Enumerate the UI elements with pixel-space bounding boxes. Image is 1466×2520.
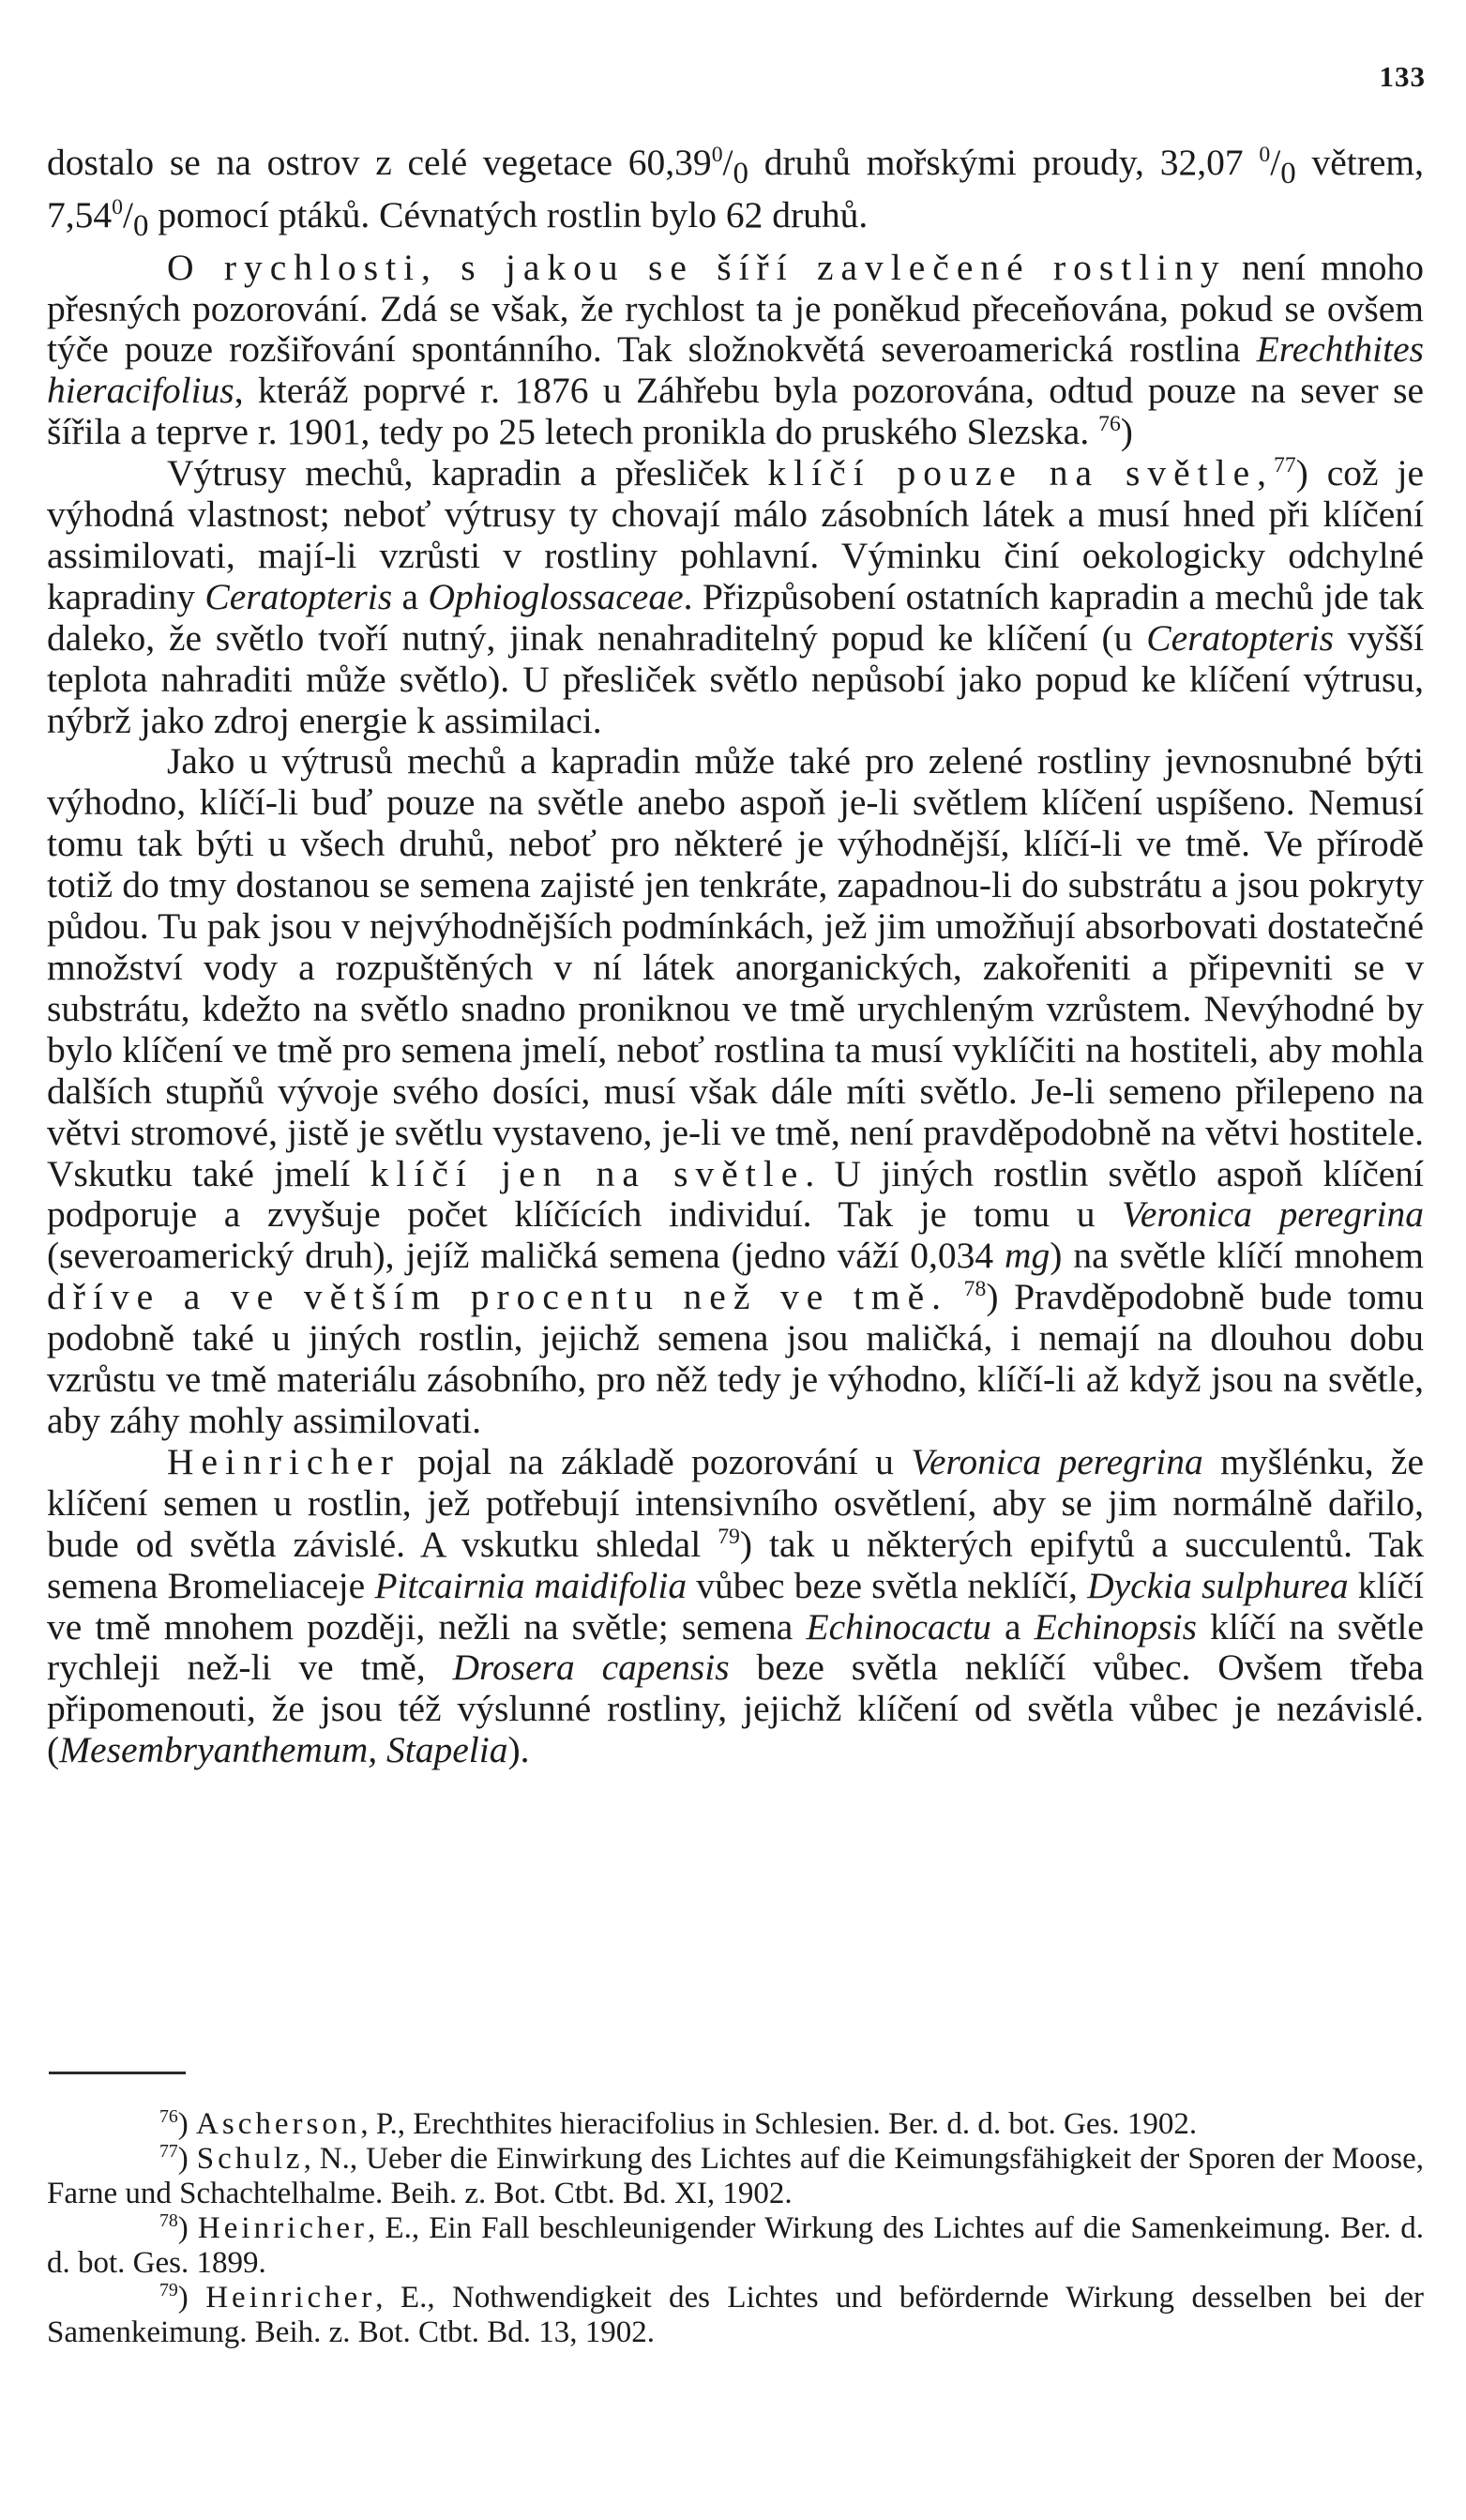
footnotes <box>47 2107 1424 2350</box>
text-run: beze světla neklíčí vůbec. Ovšem třeba připomenouti, že jsou též výslunné rostliny, jejichž klíčení od světla vůbec je nezávislé. ( <box>47 1647 1424 1771</box>
text-run: ) Pravděpodobně bude tomu podobně také u jiných rostlin, jejichž semena jsou maličká, i nemají na dlouhou dobu vzrůstu ve tmě materiálu zásobního, pro něž tedy je výhodno, klíčí-li až když jsou na světle, aby záhy mohly assimilovati. <box>47 1276 1425 1441</box>
footnote <box>47 2142 1424 2211</box>
text-run: druhů mořskými proudy, 32,07 <box>748 142 1260 183</box>
page-number: 133 <box>1379 60 1426 93</box>
text-run: . Přizpůsobení ostatních kapradin a mechů jde tak daleko, že světlo tvoří nutný, jinak nenahraditelný popud ke klíčení (u <box>47 575 1424 659</box>
italic-term: Erechthites hieracifolius <box>47 328 1424 412</box>
spaced-emphasis: Ascherson <box>196 2107 361 2141</box>
text-run: , kteráž poprvé r. 1876 u Záhřebu byla pozorována, odtud pouze na sever se šířila a teprve r. 1901, tedy po 25 letech pronikla do pruského Slezska. <box>47 370 1424 453</box>
text-run: / <box>722 142 733 183</box>
text-run: ) <box>177 2107 197 2141</box>
spaced-emphasis: Schulz <box>196 2142 304 2176</box>
footnote-ref: 76 <box>159 2106 178 2127</box>
footnote-ref: 79 <box>159 2280 178 2300</box>
italic-term: Ophioglossaceae <box>428 575 684 617</box>
text-run: ) <box>1120 411 1133 453</box>
text-run: , E., Ein Fall beschleunigender Wirkung des Lichtes auf die Samenkeimung. Ber. d. d. bot. Ges. 1899. <box>47 2211 1424 2280</box>
text-run: , P., Erechthites hieracifolius in Schlesien. Ber. d. d. bot. Ges. 1902. <box>360 2107 1198 2141</box>
paragraph <box>47 143 1424 248</box>
text-run: klíčí ve tmě mnohem později, nežli na světle; semena <box>47 1564 1424 1647</box>
paragraph <box>47 1442 1424 1771</box>
text-run: 0 <box>132 208 149 243</box>
italic-term: Echinocactu <box>806 1605 991 1647</box>
text-run: větrem, 7,54 <box>47 142 1424 235</box>
text-run: pojal na základě pozorování u <box>400 1440 912 1482</box>
text-run: a <box>392 575 429 617</box>
spaced-emphasis: Heinricher <box>205 2281 376 2315</box>
text-run: myšlénku, že klíčení semen u rostlin, jež potřebují intensivního osvětlení, aby se jim normálně dařilo, bude od světla závislé. A vskutku shledal <box>47 1440 1424 1565</box>
text-run: ) <box>177 2142 197 2176</box>
footnote-separator <box>49 2072 186 2074</box>
text-run: (severoamerický druh), jejíž maličká semena (jedno váží 0,034 <box>47 1235 1005 1277</box>
paragraph <box>47 248 1424 454</box>
spaced-emphasis: O rychlosti, s jakou se šíří zavlečené rostliny <box>167 246 1227 288</box>
body-text <box>47 143 1424 1771</box>
footnote <box>47 2211 1424 2281</box>
italic-term: Dyckia sulphurea <box>1087 1564 1349 1606</box>
italic-term: Ceratopteris <box>1146 616 1334 659</box>
footnote-ref: 78 <box>963 1277 987 1302</box>
spaced-emphasis: dříve a ve větším procentu než ve tmě. <box>47 1276 948 1318</box>
footnote-ref: 79 <box>718 1524 740 1549</box>
text-run: . U jiných rostlin světlo aspoň klíčení podporuje a zvyšuje počet klíčících individuí. Tak je tomu u <box>47 1152 1424 1236</box>
text-run: ). <box>507 1729 530 1771</box>
italic-term: Pitcairnia maidifolia <box>374 1564 688 1606</box>
footnote-ref: 0 <box>711 142 723 167</box>
text-run: klíčí na světle rychleji než-li ve tmě, <box>47 1605 1424 1689</box>
text-run: ) na světle klíčí mnohem <box>1050 1235 1424 1277</box>
paragraph <box>47 453 1424 741</box>
spaced-emphasis: Heinricher <box>167 1440 401 1482</box>
footnote-ref: 0 <box>112 194 123 220</box>
text-run: není mnoho přesných pozorování. Zdá se však, že rychlost ta je poněkud přeceňována, pokud se ovšem týče pouze rozšiřování spontánního. Tak složnokvětá severoamerická rostlina <box>47 246 1424 371</box>
spaced-emphasis: klíčí pouze na světle, <box>767 452 1274 494</box>
footnote-ref: 77 <box>1273 452 1296 478</box>
italic-term: Drosera capensis <box>452 1647 730 1689</box>
italic-term: Veronica peregrina <box>911 1440 1203 1482</box>
footnote-ref: 0 <box>1259 142 1271 167</box>
italic-term: Mesembryanthemum, Stapelia <box>59 1729 508 1771</box>
footnote <box>47 2107 1424 2142</box>
text-run: vyšší teplota nahraditi může světlo). U přesliček světlo nepůsobí jako popud ke klíčení výtrusu, nýbrž jako zdroj energie k assimilaci. <box>47 616 1424 741</box>
text-run: ) <box>177 2211 198 2245</box>
text-run: pomocí ptáků. Cévnatých rostlin bylo 62 druhů. <box>148 193 869 235</box>
text-run: , E., Nothwendigkeit des Lichtes und befördernde Wirkung desselben bei der Samenkeimung. Beih. z. Bot. Ctbt. Bd. 13, 1902. <box>47 2281 1425 2349</box>
footnote-ref: 77 <box>159 2141 178 2162</box>
text-run: / <box>122 193 133 235</box>
text-run: 0 <box>1280 156 1296 190</box>
text-run: dostalo se na ostrov z celé vegetace 60,39 <box>47 142 712 183</box>
text-run: ) <box>177 2281 206 2315</box>
footnote-ref: 78 <box>159 2210 178 2231</box>
text-run: / <box>1270 142 1281 183</box>
text-run: Jako u výtrusů mechů a kapradin může také pro zelené rostliny jevnosnubné býti výhodno, klíčí-li buď pouze na světle anebo aspoň je-li světlem klíčení uspíšeno. Nemusí tomu tak býti u všech druhů, neboť pro některé je výhodnější, klíčí-li ve tmě. Ve přírodě totiž do tmy dostanou se semena zajisté jen tenkráte, zapadnou-li do substrátu a jsou pokryty půdou. Tu pak jsou v nejvýhodnějších podmínkách, jež jim umožňují absorbovati dostatečné množství vody a rozpuštěných v ní látek anorganických, zakořeniti a připevniti se v substrátu, kdežto na světlo snadno proniknou ve tmě urychleným vzrůstem. Nevýhodné by bylo klíčení ve tmě pro semena jmelí, neboť rostlina ta musí vyklíčiti na hostiteli, aby mohla dalších stupňů vývoje svého dosíci, musí však dále míti světlo. Je-li semeno přilepeno na větvi stromové, jistě je světlu vystaveno, je-li ve tmě, není pravděpodobně na větvi hostitele. Vskutku také jmelí <box>47 740 1424 1194</box>
italic-term: mg <box>1005 1235 1050 1277</box>
spaced-emphasis: klíčí jen na světle <box>370 1152 806 1194</box>
text-run: a <box>990 1605 1035 1647</box>
footnote-ref: 76 <box>1098 412 1121 437</box>
italic-term: Echinopsis <box>1034 1605 1198 1647</box>
text-run: , N., Ueber die Einwirkung des Lichtes auf die Keimungsfähigkeit der Sporen der Moose, Farne und Schachtelhalme. Beih. z. Bot. Ctbt. Bd. XI, 1902. <box>47 2142 1424 2210</box>
footnote <box>47 2281 1424 2350</box>
text-run: Výtrusy mechů, kapradin a přesliček <box>167 452 768 494</box>
italic-term: Veronica peregrina <box>1122 1193 1424 1236</box>
text-run: ) což je výhodná vlastnost; neboť výtrusy ty chovají málo zásobních látek a musí hned při klíčení assimilovati, mají-li vzrůsti v rostliny pohlavní. Výminku činí oekologicky odchylné kapradiny <box>47 452 1425 617</box>
italic-term: Ceratopteris <box>204 575 393 617</box>
spaced-emphasis: Heinricher <box>197 2211 369 2245</box>
text-run <box>948 1276 964 1317</box>
paragraph <box>47 741 1424 1441</box>
text-run: ) tak u některých epifytů a succulentů. Tak semena Bromeliaceje <box>47 1523 1425 1606</box>
text-run: 0 <box>733 156 748 190</box>
text-run: vůbec beze světla neklíčí, <box>687 1564 1088 1606</box>
